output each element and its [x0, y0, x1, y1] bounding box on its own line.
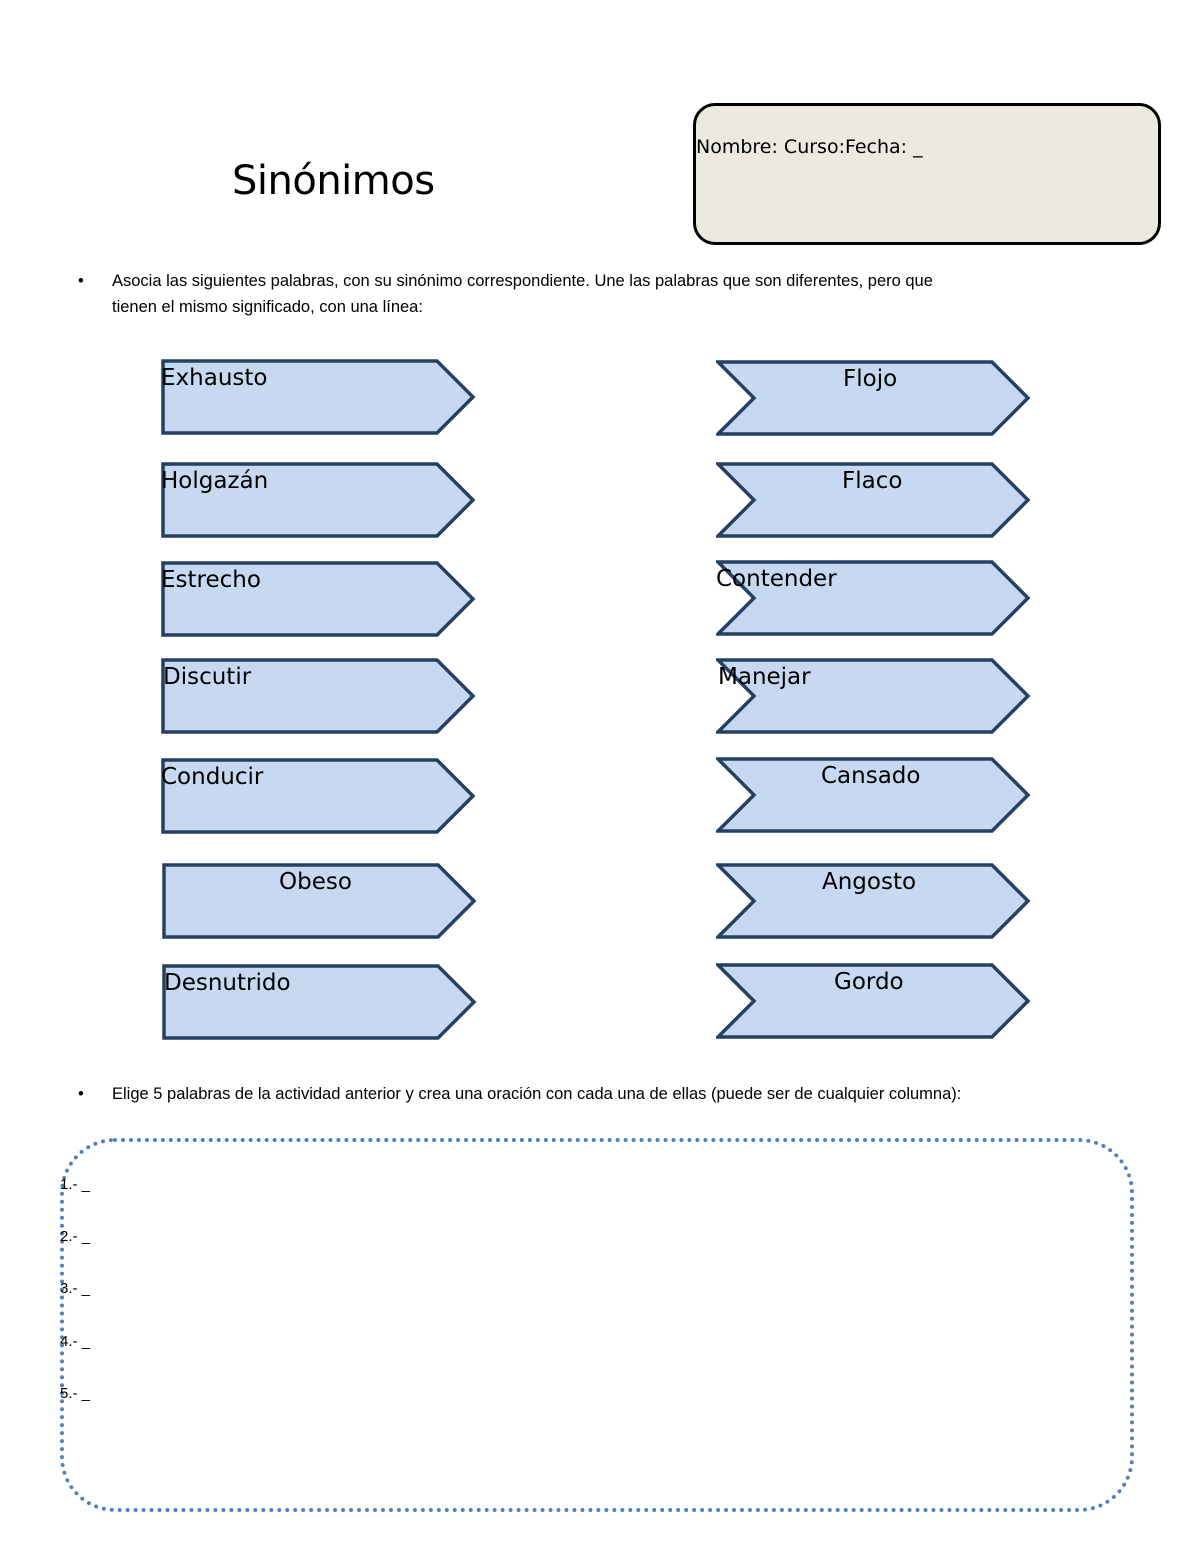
student-info-text: Nombre: Curso:Fecha: _: [696, 136, 923, 158]
page-title: Sinónimos: [232, 158, 435, 204]
right-word-arrow[interactable]: [716, 462, 1032, 538]
right-word: Gordo: [834, 969, 904, 995]
student-info-box: [693, 103, 1161, 245]
sentence-line-3[interactable]: 3.- _: [60, 1280, 91, 1297]
right-word: Cansado: [821, 763, 921, 789]
right-word: Angosto: [822, 869, 917, 895]
sentence-line-5[interactable]: 5.- _: [60, 1385, 91, 1402]
left-word: Exhausto: [161, 365, 268, 391]
right-word-arrow[interactable]: [716, 757, 1032, 833]
instruction-1-line-2: tienen el mismo significado, con una línea:: [112, 298, 423, 316]
left-word: Discutir: [163, 664, 252, 690]
left-word: Estrecho: [161, 567, 261, 593]
left-word-arrow[interactable]: [162, 964, 478, 1040]
bullet-icon: •: [78, 272, 84, 290]
left-word-arrow[interactable]: [161, 561, 477, 637]
left-word: Desnutrido: [164, 970, 291, 996]
sentence-line-2[interactable]: 2.- _: [60, 1228, 91, 1245]
sentence-answer-box[interactable]: [60, 1138, 1134, 1512]
left-word-arrow[interactable]: [161, 658, 477, 734]
sentence-line-1[interactable]: 1.- _: [60, 1176, 91, 1193]
right-word-arrow[interactable]: [716, 963, 1032, 1039]
instruction-1-line-1: Asocia las siguientes palabras, con su sinónimo correspondiente. Une las palabras que son diferentes, pero que: [112, 272, 933, 290]
left-word: Conducir: [161, 764, 264, 790]
right-word: Flaco: [842, 468, 903, 494]
left-word: Holgazán: [161, 468, 269, 494]
instruction-2-text: Elige 5 palabras de la actividad anterior y crea una oración con cada una de ellas (puede ser de cualquier columna):: [112, 1085, 962, 1103]
left-word-arrow[interactable]: [161, 758, 477, 834]
bullet-icon: •: [78, 1085, 84, 1103]
sentence-line-4[interactable]: 4.- _: [60, 1333, 91, 1350]
left-word-arrow[interactable]: [161, 462, 477, 538]
left-word-arrow[interactable]: [161, 359, 477, 435]
right-word: Contender: [716, 566, 837, 592]
right-word-arrow[interactable]: [716, 560, 1032, 636]
right-word-arrow[interactable]: [716, 360, 1032, 436]
left-word: Obeso: [279, 869, 352, 895]
left-word-arrow[interactable]: [162, 863, 478, 939]
right-word: Manejar: [718, 664, 811, 690]
right-word: Flojo: [843, 366, 898, 392]
right-word-arrow[interactable]: [716, 658, 1032, 734]
right-word-arrow[interactable]: [716, 863, 1032, 939]
